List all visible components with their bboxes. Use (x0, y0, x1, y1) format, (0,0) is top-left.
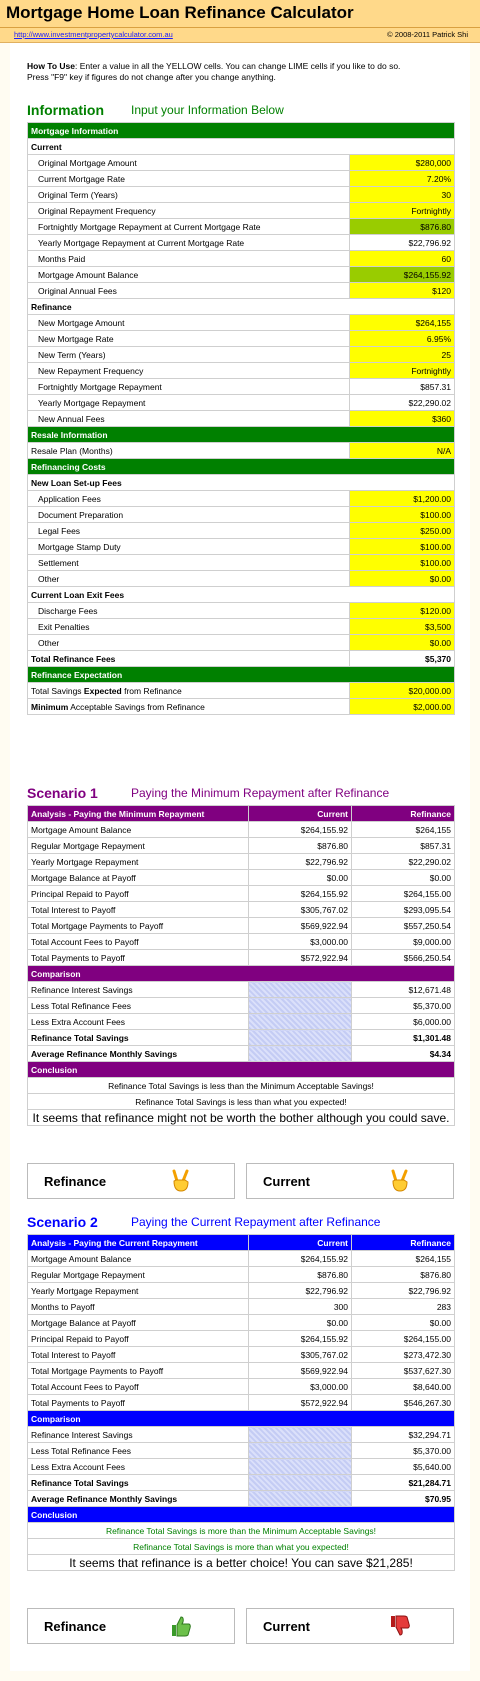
new-repayment-frequency-input[interactable]: Fortnightly (350, 363, 455, 379)
table-row (28, 982, 455, 998)
row-label: Exit Penalties (28, 619, 350, 635)
expected-savings-row (28, 683, 455, 699)
current-value: 300 (249, 1299, 352, 1315)
row-label: Total Interest to Payoff (28, 902, 249, 918)
current-value: $264,155.92 (249, 1331, 352, 1347)
s1-total-savings-row (28, 1030, 455, 1046)
row-label: Refinance Total Savings (28, 1475, 249, 1491)
original-mortgage-amount-input[interactable]: $280,000 (350, 155, 455, 171)
hatched-cell (249, 982, 352, 998)
title-bar (0, 0, 480, 28)
fortnightly-repayment-new-value: $857.31 (350, 379, 455, 395)
refinance-value: 283 (352, 1299, 455, 1315)
row-label: Other (28, 571, 350, 587)
new-term-input[interactable]: 25 (350, 347, 455, 363)
conclusion-summary: It seems that refinance is a better choice! You can save $21,285! (28, 1555, 455, 1571)
table-row (28, 822, 455, 838)
new-mortgage-amount-row (28, 315, 455, 331)
total-savings-value: $1,301.48 (352, 1030, 455, 1046)
refinance-value: $22,290.02 (352, 854, 455, 870)
scenario-1-subtitle: Paying the Minimum Repayment after Refinance (131, 786, 390, 800)
row-label: Original Repayment Frequency (28, 203, 350, 219)
current-value: $569,922.94 (249, 918, 352, 934)
s1-average-savings-row (28, 1046, 455, 1062)
refinance-value: $546,267.30 (352, 1395, 455, 1411)
s1-col-current: Current (249, 806, 352, 822)
s2-col-refinance: Refinance (352, 1235, 455, 1251)
row-label: Total Mortgage Payments to Payoff (28, 918, 249, 934)
original-term-row (28, 187, 455, 203)
row-label: Principal Repaid to Payoff (28, 1331, 249, 1347)
s1-col-refinance: Refinance (352, 806, 455, 822)
s1-conclusion-2 (28, 1094, 455, 1110)
verdict-label: Refinance (44, 1174, 107, 1189)
s2-analysis-header (28, 1235, 455, 1251)
hatched-cell (249, 1459, 352, 1475)
exit-penalties-row (28, 619, 455, 635)
information-title: Information (27, 102, 104, 118)
stamp-duty-row (28, 539, 455, 555)
row-label: Fortnightly Mortgage Repayment (28, 379, 350, 395)
table-row (28, 870, 455, 886)
current-mortgage-rate-row (28, 171, 455, 187)
refinance-expectation-header (28, 667, 455, 683)
table-row (28, 854, 455, 870)
comparison-value: $5,370.00 (352, 1443, 455, 1459)
refinance-value: $264,155 (352, 1251, 455, 1267)
current-value: $22,796.92 (249, 1283, 352, 1299)
setup-other-input[interactable]: $0.00 (350, 571, 455, 587)
current-value: $0.00 (249, 870, 352, 886)
verdict-label: Refinance (44, 1619, 107, 1634)
expected-part-2: Expected (83, 685, 122, 696)
document-preparation-input[interactable]: $100.00 (350, 507, 455, 523)
s2-total-savings-row (28, 1475, 455, 1491)
s2-conclusion-3 (28, 1555, 455, 1571)
row-label: Less Total Refinance Fees (28, 1443, 249, 1459)
row-label: Resale Plan (Months) (28, 443, 350, 459)
table-row (28, 1331, 455, 1347)
scenario-1-title: Scenario 1 (27, 785, 98, 801)
refinance-value: $0.00 (352, 1315, 455, 1331)
table-row (28, 1251, 455, 1267)
refinance-section (28, 299, 455, 315)
expected-part-3: from Refinance (121, 685, 182, 696)
s2-analysis-label: Analysis - Paying the Current Repayment (28, 1235, 249, 1251)
current-value: $572,922.94 (249, 1395, 352, 1411)
current-value: $264,155.92 (249, 822, 352, 838)
exit-fees-section (28, 587, 455, 603)
row-label (28, 683, 350, 699)
information-table (27, 122, 455, 715)
yearly-repayment-new-row (28, 395, 455, 411)
new-annual-fees-input[interactable]: $360 (350, 411, 455, 427)
current-label: Current (28, 139, 455, 155)
s1-analysis-header (28, 806, 455, 822)
refinance-value: $537,627.30 (352, 1363, 455, 1379)
fortnightly-repayment-new-row (28, 379, 455, 395)
scenario-2-table (27, 1234, 455, 1571)
row-label: Total Mortgage Payments to Payoff (28, 1363, 249, 1379)
hatched-cell (249, 1030, 352, 1046)
current-value: $264,155.92 (249, 1251, 352, 1267)
s1-comparison-label: Comparison (28, 966, 455, 982)
current-value: $0.00 (249, 1315, 352, 1331)
expected-savings-input[interactable]: $20,000.00 (350, 683, 455, 699)
total-savings-value: $21,284.71 (352, 1475, 455, 1491)
howto-text-1: : Enter a value in all the YELLOW cells. You can change LIME cells if you like to do so. (75, 61, 401, 71)
current-value: $572,922.94 (249, 950, 352, 966)
fortnightly-repayment-current-row (28, 219, 455, 235)
refinance-label: Refinance (28, 299, 455, 315)
row-label: Total Account Fees to Payoff (28, 934, 249, 950)
new-term-row (28, 347, 455, 363)
refinancing-costs-header (28, 459, 455, 475)
table-row (28, 1459, 455, 1475)
new-mortgage-rate-input[interactable]: 6.95% (350, 331, 455, 347)
hatched-cell (249, 1443, 352, 1459)
row-label: Yearly Mortgage Repayment (28, 854, 249, 870)
table-row (28, 1395, 455, 1411)
refinance-value: $264,155.00 (352, 1331, 455, 1347)
refinance-value: $273,472.30 (352, 1347, 455, 1363)
application-fees-input[interactable]: $1,200.00 (350, 491, 455, 507)
row-label: Mortgage Amount Balance (28, 822, 249, 838)
row-label: Months Paid (28, 251, 350, 267)
table-row (28, 1283, 455, 1299)
table-row (28, 1014, 455, 1030)
how-to-use (27, 61, 457, 83)
yearly-repayment-current-row (28, 235, 455, 251)
refinance-value: $0.00 (352, 870, 455, 886)
mortgage-amount-balance-input[interactable]: $264,155.92 (350, 267, 455, 283)
setup-other-row (28, 571, 455, 587)
row-label: New Term (Years) (28, 347, 350, 363)
mortgage-information-label: Mortgage Information (28, 123, 455, 139)
current-value: $264,155.92 (249, 886, 352, 902)
setup-fees-label: New Loan Set-up Fees (28, 475, 455, 491)
verdict-label: Current (263, 1174, 310, 1189)
conclusion-summary: It seems that refinance might not be worth the bother although you could save. (28, 1110, 455, 1126)
hatched-cell (249, 1427, 352, 1443)
settlement-row (28, 555, 455, 571)
refinance-value: $566,250.54 (352, 950, 455, 966)
current-value: $3,000.00 (249, 934, 352, 950)
row-label: Total Payments to Payoff (28, 1395, 249, 1411)
row-label: Refinance Total Savings (28, 1030, 249, 1046)
s1-conclusion-label: Conclusion (28, 1062, 455, 1078)
row-label: Other (28, 635, 350, 651)
resale-information-header (28, 427, 455, 443)
row-label: Yearly Mortgage Repayment (28, 395, 350, 411)
s2-verdict (27, 1608, 454, 1644)
table-row (28, 902, 455, 918)
row-label: Total Payments to Payoff (28, 950, 249, 966)
table-row (28, 934, 455, 950)
table-row (28, 886, 455, 902)
table-row (28, 1299, 455, 1315)
mortgage-amount-balance-row (28, 267, 455, 283)
discharge-fees-row (28, 603, 455, 619)
s1-refinance-verdict (27, 1163, 235, 1199)
row-label: Less Extra Account Fees (28, 1459, 249, 1475)
refinance-value: $557,250.54 (352, 918, 455, 934)
s2-comparison-label: Comparison (28, 1411, 455, 1427)
row-label: Less Extra Account Fees (28, 1014, 249, 1030)
hatched-cell (249, 1046, 352, 1062)
s2-current-verdict (246, 1608, 454, 1644)
new-annual-fees-row (28, 411, 455, 427)
comparison-value: $12,671.48 (352, 982, 455, 998)
s2-conclusion-1 (28, 1523, 455, 1539)
row-label: Total Refinance Fees (28, 651, 350, 667)
hatched-cell (249, 1475, 352, 1491)
s1-verdict (27, 1163, 454, 1199)
table-row (28, 950, 455, 966)
s1-conclusion-1 (28, 1078, 455, 1094)
row-label: Original Mortgage Amount (28, 155, 350, 171)
thumbs-up-icon (168, 1613, 194, 1639)
minimum-savings-row (28, 699, 455, 715)
refinance-value: $22,796.92 (352, 1283, 455, 1299)
row-label: Document Preparation (28, 507, 350, 523)
table-row (28, 998, 455, 1014)
page-title: Mortgage Home Loan Refinance Calculator (6, 3, 354, 22)
s2-refinance-verdict (27, 1608, 235, 1644)
copyright-text: © 2008-2011 Patrick Shi (387, 30, 468, 39)
row-label: Discharge Fees (28, 603, 350, 619)
new-mortgage-rate-row (28, 331, 455, 347)
current-value: $3,000.00 (249, 1379, 352, 1395)
new-repayment-frequency-row (28, 363, 455, 379)
row-label: Legal Fees (28, 523, 350, 539)
resale-plan-input[interactable]: N/A (350, 443, 455, 459)
current-value: $22,796.92 (249, 854, 352, 870)
howto-text-2: Press "F9" key if figures do not change after you change anything. (27, 72, 276, 82)
row-label: Regular Mortgage Repayment (28, 1267, 249, 1283)
row-label: Principal Repaid to Payoff (28, 886, 249, 902)
comparison-value: $32,294.71 (352, 1427, 455, 1443)
s2-col-current: Current (249, 1235, 352, 1251)
row-label: Fortnightly Mortgage Repayment at Current Mortgage Rate (28, 219, 350, 235)
scenario-2-heading (27, 1214, 381, 1232)
original-annual-fees-row (28, 283, 455, 299)
original-repayment-frequency-input[interactable]: Fortnightly (350, 203, 455, 219)
scenario-1-heading (27, 785, 390, 803)
row-label: Original Annual Fees (28, 283, 350, 299)
new-mortgage-amount-input[interactable]: $264,155 (350, 315, 455, 331)
thumbs-down-icon (387, 1613, 413, 1639)
scenario-2-title: Scenario 2 (27, 1214, 98, 1230)
exit-other-row (28, 635, 455, 651)
legal-fees-input[interactable]: $250.00 (350, 523, 455, 539)
s1-comparison-header (28, 966, 455, 982)
discharge-fees-input[interactable]: $120.00 (350, 603, 455, 619)
minimum-part-1: Minimum (31, 701, 69, 712)
settlement-input[interactable]: $100.00 (350, 555, 455, 571)
howto-label: How To Use (27, 61, 76, 71)
comparison-value: $5,370.00 (352, 998, 455, 1014)
s2-conclusion-header (28, 1507, 455, 1523)
refinance-value: $9,000.00 (352, 934, 455, 950)
information-heading (27, 102, 284, 120)
row-label: Mortgage Balance at Payoff (28, 1315, 249, 1331)
current-value: $876.80 (249, 838, 352, 854)
row-label: Average Refinance Monthly Savings (28, 1046, 249, 1062)
conclusion-text: Refinance Total Savings is less than what you expected! (28, 1094, 455, 1110)
row-label: Yearly Mortgage Repayment at Current Mortgage Rate (28, 235, 350, 251)
refinance-value: $264,155.00 (352, 886, 455, 902)
resale-information-label: Resale Information (28, 427, 455, 443)
stamp-duty-input[interactable]: $100.00 (350, 539, 455, 555)
conclusion-text: Refinance Total Savings is more than the Minimum Acceptable Savings! (28, 1523, 455, 1539)
table-row (28, 1347, 455, 1363)
months-paid-input[interactable]: 60 (350, 251, 455, 267)
row-label: New Mortgage Rate (28, 331, 350, 347)
s2-comparison-header (28, 1411, 455, 1427)
table-row (28, 1443, 455, 1459)
comparison-value: $5,640.00 (352, 1459, 455, 1475)
row-label: Yearly Mortgage Repayment (28, 1283, 249, 1299)
calculator-sheet (10, 43, 470, 1671)
row-label: Mortgage Amount Balance (28, 267, 350, 283)
row-label: Refinance Interest Savings (28, 982, 249, 998)
conclusion-text: Refinance Total Savings is more than what you expected! (28, 1539, 455, 1555)
hatched-cell (249, 1014, 352, 1030)
row-label: Mortgage Amount Balance (28, 1251, 249, 1267)
total-refinance-fees-value: $5,370 (350, 651, 455, 667)
s2-conclusion-label: Conclusion (28, 1507, 455, 1523)
total-refinance-fees-row (28, 651, 455, 667)
row-label: Mortgage Balance at Payoff (28, 870, 249, 886)
row-label: Original Term (Years) (28, 187, 350, 203)
conclusion-text: Refinance Total Savings is less than the Minimum Acceptable Savings! (28, 1078, 455, 1094)
s1-analysis-label: Analysis - Paying the Minimum Repayment (28, 806, 249, 822)
s1-conclusion-header (28, 1062, 455, 1078)
original-term-input[interactable]: 30 (350, 187, 455, 203)
yearly-repayment-current-value: $22,796.92 (350, 235, 455, 251)
average-savings-value: $4.34 (352, 1046, 455, 1062)
website-link[interactable]: http://www.investmentpropertycalculator.com.au (14, 30, 173, 39)
table-row (28, 918, 455, 934)
row-label: Months to Payoff (28, 1299, 249, 1315)
current-value: $569,922.94 (249, 1363, 352, 1379)
table-row (28, 1315, 455, 1331)
setup-fees-section (28, 475, 455, 491)
resale-plan-row (28, 443, 455, 459)
yearly-repayment-new-value: $22,290.02 (350, 395, 455, 411)
months-paid-row (28, 251, 455, 267)
row-label: Application Fees (28, 491, 350, 507)
original-repayment-frequency-row (28, 203, 455, 219)
refinance-value: $8,640.00 (352, 1379, 455, 1395)
application-fees-row (28, 491, 455, 507)
table-row (28, 1379, 455, 1395)
row-label: Settlement (28, 555, 350, 571)
current-value: $305,767.02 (249, 1347, 352, 1363)
scenario-2-subtitle: Paying the Current Repayment after Refinance (131, 1215, 381, 1229)
refinance-value: $264,155 (352, 822, 455, 838)
comparison-value: $6,000.00 (352, 1014, 455, 1030)
table-row (28, 1427, 455, 1443)
expected-part-1: Total Savings (31, 685, 84, 696)
row-label: Less Total Refinance Fees (28, 998, 249, 1014)
current-section (28, 139, 455, 155)
exit-fees-label: Current Loan Exit Fees (28, 587, 455, 603)
fortnightly-repayment-current-input[interactable]: $876.80 (350, 219, 455, 235)
row-label: Mortgage Stamp Duty (28, 539, 350, 555)
current-value: $876.80 (249, 1267, 352, 1283)
table-row (28, 838, 455, 854)
refinancing-costs-label: Refinancing Costs (28, 459, 455, 475)
row-label (28, 699, 350, 715)
legal-fees-row (28, 523, 455, 539)
refinance-expectation-label: Refinance Expectation (28, 667, 455, 683)
s1-current-verdict (246, 1163, 454, 1199)
minimum-part-2: Acceptable Savings from Refinance (68, 701, 205, 712)
original-annual-fees-input[interactable]: $120 (350, 283, 455, 299)
table-row (28, 1363, 455, 1379)
scenario-1-table (27, 805, 455, 1126)
row-label: New Annual Fees (28, 411, 350, 427)
row-label: Refinance Interest Savings (28, 1427, 249, 1443)
exit-other-input[interactable]: $0.00 (350, 635, 455, 651)
victory-hand-icon (168, 1168, 194, 1194)
refinance-value: $857.31 (352, 838, 455, 854)
s2-average-savings-row (28, 1491, 455, 1507)
refinance-value: $876.80 (352, 1267, 455, 1283)
row-label: New Repayment Frequency (28, 363, 350, 379)
average-savings-value: $70.95 (352, 1491, 455, 1507)
s2-conclusion-2 (28, 1539, 455, 1555)
s1-conclusion-3 (28, 1110, 455, 1126)
table-row (28, 1267, 455, 1283)
minimum-savings-input[interactable]: $2,000.00 (350, 699, 455, 715)
information-subtitle: Input your Information Below (131, 103, 284, 117)
sub-bar (0, 28, 480, 43)
victory-hand-icon (387, 1168, 413, 1194)
row-label: New Mortgage Amount (28, 315, 350, 331)
original-mortgage-amount-row (28, 155, 455, 171)
refinance-value: $293,095.54 (352, 902, 455, 918)
exit-penalties-input[interactable]: $3,500 (350, 619, 455, 635)
row-label: Regular Mortgage Repayment (28, 838, 249, 854)
hatched-cell (249, 998, 352, 1014)
current-value: $305,767.02 (249, 902, 352, 918)
row-label: Average Refinance Monthly Savings (28, 1491, 249, 1507)
mortgage-information-header (28, 123, 455, 139)
document-preparation-row (28, 507, 455, 523)
row-label: Current Mortgage Rate (28, 171, 350, 187)
current-mortgage-rate-input[interactable]: 7.20% (350, 171, 455, 187)
row-label: Total Interest to Payoff (28, 1347, 249, 1363)
hatched-cell (249, 1491, 352, 1507)
row-label: Total Account Fees to Payoff (28, 1379, 249, 1395)
verdict-label: Current (263, 1619, 310, 1634)
